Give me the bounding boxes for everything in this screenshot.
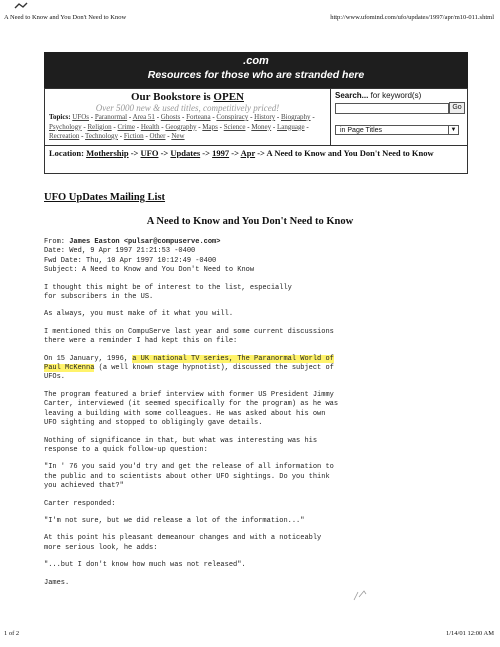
breadcrumb-link[interactable]: UFO [140,148,159,158]
mailing-list-title-link[interactable]: UFO UpDates Mailing List [44,192,166,203]
header-field-label: Fwd Date: [44,256,87,265]
topic-link[interactable]: Maps [202,122,218,131]
search-label-rest: for keyword(s) [368,91,422,100]
topics-list: Topics: UFOs - Paranormal - Area 51 - Ghosts - Forteana - Conspiracy - History - Biography - Psychology - Religion - Crime - Health - Geography - Maps - Science - Money - Language - Recreation - Technology - Fiction - Other - New [49,113,315,140]
breadcrumb-separator: -> [257,148,265,158]
body-paragraph: The program featured a brief interview with former US President Jimmy Carter, interviewed (it seemed specifically for the program) as he was leaving a building with some colleagues. He was asked about his own UFO sighting and stopped to obligingly gave details. [44,390,339,428]
header-field-value: A Need to Know and You Don't Need to Know [81,266,255,275]
site-banner [44,52,468,88]
banner-domain: .com [243,55,269,67]
body-paragraph: At this point his pleasant demeanour changes and with a noticeably more serious look, he adds: [44,534,322,552]
dropdown-arrow-icon: ▼ [448,126,458,134]
breadcrumb-separator: -> [231,148,239,158]
body-paragraph: Nothing of significance in that, but what was interesting was his response to a quick follow-up question: [44,436,318,454]
topic-link[interactable]: New [171,132,185,140]
topic-link[interactable]: Crime [117,122,135,131]
bookstore-panel [45,89,331,145]
search-scope-select[interactable] [335,125,459,135]
topic-link[interactable]: Language [277,122,305,131]
highlighted-text: a UK national TV series, The Paranormal World of Paul McKenna [44,354,334,373]
highlight-before: On 15 January, 1996, [44,354,133,363]
print-page-number: 1 of 2 [4,630,20,637]
search-label [335,91,467,100]
bookstore-title [45,91,330,103]
topics-label: Topics: [49,113,71,121]
print-timestamp: 1/14/01 12:00 AM [445,630,494,637]
search-panel [331,89,467,145]
location-label: Location: [49,148,84,158]
topic-link[interactable]: Recreation [49,132,80,140]
pen-scribble-mark [14,2,28,10]
breadcrumb-link[interactable]: 1997 [212,148,230,158]
breadcrumb-link[interactable]: Updates [170,148,201,158]
search-label-bold: Search... [335,91,369,100]
topic-link[interactable]: Psychology [49,122,82,131]
body-paragraph: I mentioned this on CompuServe last year and some current discussions there were a reminder I had kept this on file: [44,327,334,346]
topic-link[interactable]: Biography [281,113,311,121]
header-field-value: James Easton <pulsar@compuserve.com> [69,238,221,246]
topic-link[interactable]: Money [251,122,272,131]
highlight-paragraph [44,355,474,383]
topic-link[interactable]: History [254,113,276,121]
topic-link[interactable]: Geography [165,122,197,131]
body-paragraph: I thought this might be of interest to the list, especially for subscribers in the US. [44,283,292,302]
breadcrumb-link[interactable]: Apr [240,148,256,158]
banner-tagline: Resources for those who are stranded here [147,69,365,81]
pen-mark [352,588,368,602]
body-paragraph: "In ' 76 you said you'd try and get the release of all information to the public and to scientists about other UFO sightings. Do you think you achieved that?" [44,463,334,491]
header-field-label: From: [44,238,70,246]
topic-link[interactable]: Fiction [123,132,144,140]
breadcrumb-current: A Need to Know and You Don't Need to Know [266,148,434,158]
header-field-label: Date: [44,247,70,256]
topic-link[interactable]: Religion [87,122,112,131]
topic-link[interactable]: Ghosts [160,113,181,121]
topic-link[interactable]: Other [149,132,166,140]
print-header-title: A Need to Know and You Don't Need to Know [4,14,127,21]
bookstore-open-link[interactable]: OPEN [213,91,244,103]
breadcrumb-separator: -> [202,148,210,158]
body-paragraph: As always, you must make of it what you will. [44,310,234,319]
message-headers [44,238,474,276]
topic-link[interactable]: Technology [85,132,118,140]
search-input[interactable] [335,103,449,114]
header-field-value: Wed, 9 Apr 1997 21:21:53 -0400 [69,247,196,256]
body-paragraph: "...but I don't know how much was not released". [44,561,246,570]
body-paragraph: Carter responded: [44,499,116,508]
topic-link[interactable]: Forteana [186,113,211,121]
breadcrumb-link[interactable]: Mothership [86,148,129,158]
search-scope-value: in Page Titles [340,127,383,134]
topic-link[interactable]: Paranormal [94,113,128,121]
message-body [44,238,474,596]
body-paragraph: "I'm not sure, but we did release a lot of the information..." [44,516,305,525]
highlight-after: (a well known stage hypnotist), discussed the subject of UFOs. [44,364,334,382]
body-paragraph: James. [44,578,70,587]
topic-link[interactable]: Science [223,122,246,131]
bookstore-subtitle: Over 5000 new & used titles, competitively priced! [95,103,280,113]
header-field-label: Subject: [44,266,82,275]
header-field-value: Thu, 10 Apr 1997 10:12:49 -0400 [86,256,217,265]
topic-link[interactable]: Area 51 [132,113,155,121]
breadcrumb-separator: -> [160,148,169,158]
topic-link[interactable]: Health [140,122,160,131]
top-panel [44,88,468,146]
location-breadcrumb [44,146,468,174]
print-header-url: http://www.ufomind.com/ufo/updates/1997/apr/m10-011.shtml [330,14,494,21]
bookstore-title-text: Our Bookstore is [131,91,214,103]
topic-link[interactable]: Conspiracy [216,113,249,121]
breadcrumb-separator: -> [130,148,139,158]
topic-link[interactable]: UFOs [72,113,90,121]
go-button[interactable]: Go [449,102,465,114]
page-title: A Need to Know and You Don't Need to Know [146,216,354,227]
